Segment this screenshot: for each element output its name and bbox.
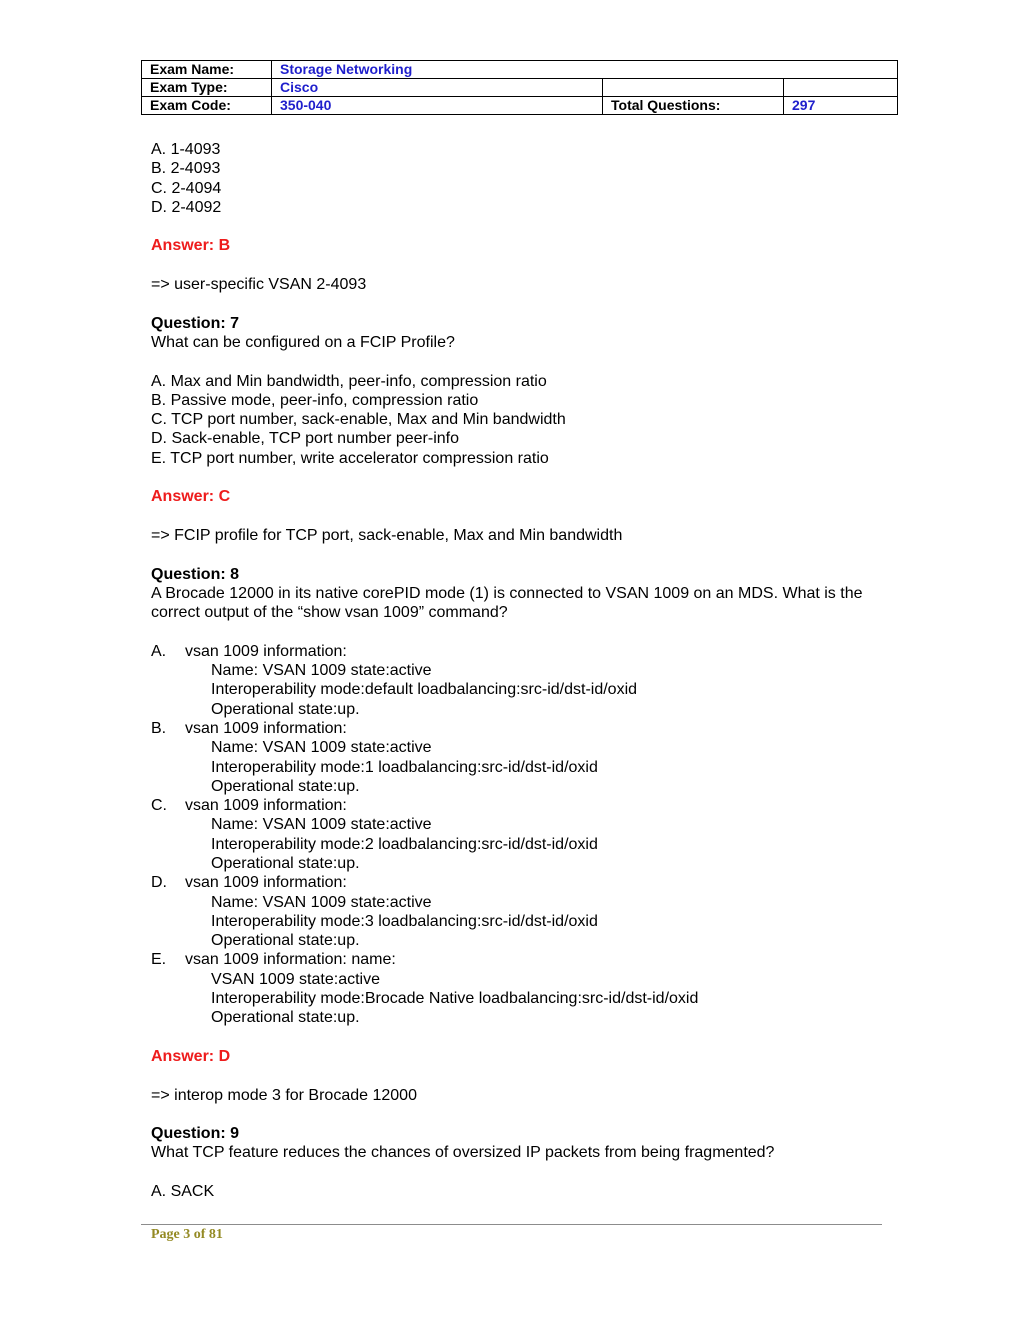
total-questions-value: 297 — [784, 97, 898, 115]
explanation-line: => user-specific VSAN 2-4093 — [151, 276, 367, 294]
exam-code-row — [142, 97, 898, 115]
option-head: vsan 1009 information: — [185, 874, 347, 892]
option-detail: Operational state:up. — [211, 700, 360, 718]
answer-line: Answer: C — [151, 488, 231, 506]
option-detail: Interoperability mode:default loadbalancing:src-id/dst-id/oxid — [211, 681, 638, 699]
option-block — [151, 796, 891, 815]
option-block — [151, 873, 891, 892]
option-line: D. Sack-enable, TCP port number peer-info — [151, 430, 460, 448]
option-block — [151, 950, 891, 969]
option-detail: Operational state:up. — [211, 854, 360, 872]
exam-name-label: Exam Name: — [142, 61, 272, 79]
option-detail: Interoperability mode:Brocade Native loadbalancing:src-id/dst-id/oxid — [211, 990, 699, 1008]
option-block — [151, 642, 891, 661]
option-detail: Interoperability mode:1 loadbalancing:src-id/dst-id/oxid — [211, 758, 598, 776]
answer-line: Answer: D — [151, 1047, 231, 1065]
question-title: Question: 9 — [151, 1125, 240, 1143]
option-detail: VSAN 1009 state:active — [211, 970, 380, 988]
option-letter: A. — [151, 642, 167, 660]
option-detail: Interoperability mode:2 loadbalancing:src-id/dst-id/oxid — [211, 835, 598, 853]
option-head: vsan 1009 information: — [185, 719, 347, 737]
question-title: Question: 8 — [151, 565, 240, 583]
page-number: Page 3 of 81 — [151, 1227, 223, 1242]
option-line: C. TCP port number, sack-enable, Max and Min bandwidth — [151, 411, 566, 429]
option-line: A. SACK — [151, 1183, 215, 1201]
option-detail: Name: VSAN 1009 state:active — [211, 739, 432, 757]
exam-code-label: Exam Code: — [142, 97, 272, 115]
empty-cell — [603, 79, 784, 97]
option-detail: Name: VSAN 1009 state:active — [211, 662, 432, 680]
option-line: A. 1-4093 — [151, 141, 221, 158]
option-letter: B. — [151, 719, 167, 737]
option-head: vsan 1009 information: — [185, 797, 347, 815]
exam-header-table — [141, 60, 898, 115]
option-letter: D. — [151, 874, 167, 892]
explanation-line: => FCIP profile for TCP port, sack-enable, Max and Min bandwidth — [151, 526, 623, 544]
option-block — [151, 719, 891, 738]
option-letter: C. — [151, 797, 167, 815]
option-detail: Name: VSAN 1009 state:active — [211, 893, 432, 911]
question-text: What can be configured on a FCIP Profile? — [151, 333, 455, 351]
option-line: C. 2-4094 — [151, 179, 222, 197]
explanation-line: => interop mode 3 for Brocade 12000 — [151, 1086, 417, 1104]
option-line: E. TCP port number, write accelerator compression ratio — [151, 449, 549, 467]
question-text: A Brocade 12000 in its native corePID mode (1) is connected to VSAN 1009 on an MDS. What is the correct output of the “show vsan 1009” command? — [151, 584, 863, 622]
exam-name-value: Storage Networking — [272, 61, 898, 79]
option-line: D. 2-4092 — [151, 198, 222, 216]
answer-line: Answer: B — [151, 237, 231, 255]
exam-name-row — [142, 61, 898, 79]
footer-divider — [141, 1224, 882, 1225]
total-questions-label: Total Questions: — [603, 97, 784, 115]
exam-type-row — [142, 79, 898, 97]
option-line: B. 2-4093 — [151, 160, 221, 178]
option-head: vsan 1009 information: — [185, 642, 347, 660]
question-text: What TCP feature reduces the chances of oversized IP packets from being fragmented? — [151, 1144, 775, 1162]
option-head: vsan 1009 information: name: — [185, 951, 396, 969]
option-detail: Operational state:up. — [211, 1009, 360, 1027]
option-letter: E. — [151, 951, 167, 969]
option-line: A. Max and Min bandwidth, peer-info, compression ratio — [151, 372, 547, 390]
option-detail: Operational state:up. — [211, 777, 360, 795]
exam-type-value: Cisco — [272, 79, 603, 97]
option-line: B. Passive mode, peer-info, compression ratio — [151, 391, 479, 409]
question-title: Question: 7 — [151, 314, 240, 332]
exam-code-value: 350-040 — [272, 97, 603, 115]
option-detail: Operational state:up. — [211, 932, 360, 950]
exam-type-label: Exam Type: — [142, 79, 272, 97]
option-detail: Name: VSAN 1009 state:active — [211, 816, 432, 834]
page-content — [151, 140, 891, 1201]
empty-cell — [784, 79, 898, 97]
option-detail: Interoperability mode:3 loadbalancing:src-id/dst-id/oxid — [211, 912, 598, 930]
